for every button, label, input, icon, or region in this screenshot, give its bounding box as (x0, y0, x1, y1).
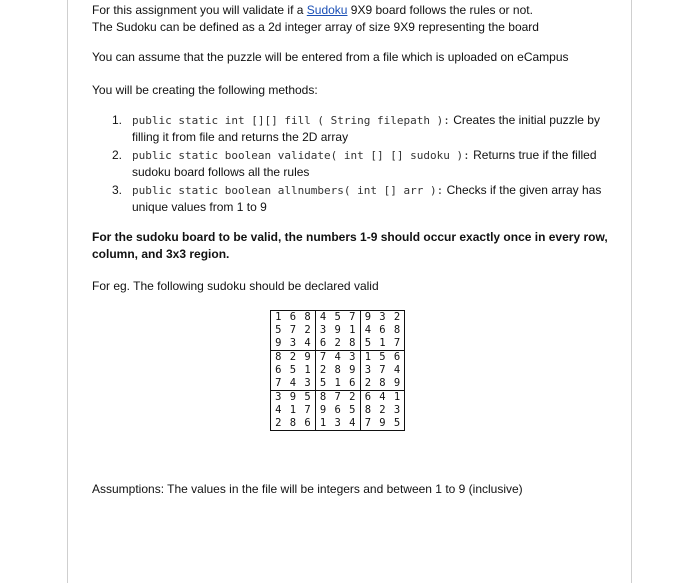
sudoku-cell: 2 (390, 311, 405, 325)
sudoku-cell: 1 (345, 324, 360, 337)
sudoku-cell: 6 (364, 391, 372, 403)
sudoku-cell: 2 (379, 404, 386, 416)
sudoku-row (271, 404, 405, 417)
method-item-allnumbers (112, 182, 612, 215)
example-intro: For eg. The following sudoku should be declared valid (92, 279, 379, 293)
sudoku-cell: 9 (271, 337, 286, 351)
sudoku-cell: 9 (319, 404, 327, 416)
sudoku-cell: 3 (390, 404, 405, 417)
method-number: 3. (112, 183, 123, 197)
sudoku-cell: 5 (315, 377, 330, 391)
sudoku-cell: 6 (300, 417, 315, 431)
sudoku-cell: 7 (289, 324, 297, 336)
sudoku-row (271, 351, 405, 365)
sudoku-cell: 8 (286, 417, 301, 431)
sudoku-cell: 6 (379, 324, 386, 336)
sudoku-cell: 6 (334, 404, 341, 416)
sudoku-cell: 8 (390, 324, 405, 337)
sudoku-cell: 1 (271, 311, 286, 325)
sudoku-cell: 6 (390, 351, 405, 365)
method-number: 2. (112, 148, 123, 162)
sudoku-row (271, 417, 405, 431)
sudoku-cell: 2 (300, 324, 315, 337)
method-signature: public static boolean allnumbers( int [] arr ): (132, 184, 444, 197)
sudoku-cell: 3 (271, 391, 286, 405)
sudoku-cell: 4 (300, 337, 315, 351)
sudoku-cell: 7 (379, 364, 386, 376)
sudoku-row (271, 337, 405, 351)
sudoku-cell: 3 (286, 337, 301, 351)
sudoku-cell: 7 (319, 351, 327, 363)
sudoku-cell: 4 (364, 324, 372, 336)
methods-list (112, 112, 612, 217)
sudoku-cell: 5 (289, 364, 297, 376)
sudoku-cell: 8 (345, 337, 360, 351)
intro-text-after-link: 9X9 board follows the rules or not. (347, 3, 533, 17)
sudoku-cell: 4 (390, 364, 405, 377)
sudoku-cell: 4 (315, 311, 330, 325)
sudoku-cell: 6 (286, 311, 301, 325)
sudoku-cell: 7 (334, 391, 341, 403)
sudoku-cell: 4 (334, 351, 341, 363)
sudoku-cell: 9 (300, 351, 315, 365)
validity-rule: For the sudoku board to be valid, the numbers 1-9 should occur exactly once in every row, column, and 3x3 region. (92, 230, 608, 261)
sudoku-cell: 8 (364, 404, 372, 416)
sudoku-cell: 1 (375, 337, 390, 351)
sudoku-cell: 5 (390, 417, 405, 431)
intro-paragraph (92, 2, 622, 36)
intro-line-1 (92, 2, 622, 19)
sudoku-cell: 7 (390, 337, 405, 351)
sudoku-cell: 2 (289, 351, 297, 363)
sudoku-cell: 1 (364, 351, 372, 363)
sudoku-grid (270, 310, 405, 431)
sudoku-cell: 2 (271, 417, 286, 431)
sudoku-cell: 5 (345, 404, 360, 417)
sudoku-link[interactable]: Sudoku (306, 3, 348, 17)
sudoku-cell: 4 (345, 417, 360, 431)
assumptions-note: Assumptions: The values in the file will be integers and between 1 to 9 (inclusive) (92, 482, 523, 496)
sudoku-cell: 3 (330, 417, 345, 431)
sudoku-cell: 1 (330, 377, 345, 391)
sudoku-cell: 1 (315, 417, 330, 431)
sudoku-row (271, 377, 405, 391)
sudoku-cell: 9 (345, 364, 360, 377)
sudoku-cell: 7 (345, 311, 360, 325)
page-border-right (631, 0, 632, 583)
method-description: Checks if the given array has unique values from 1 to 9 (132, 183, 602, 214)
sudoku-row (271, 364, 405, 377)
sudoku-cell: 7 (300, 404, 315, 417)
sudoku-cell: 4 (271, 404, 286, 417)
sudoku-cell: 5 (379, 351, 386, 363)
sudoku-cell: 1 (390, 391, 405, 405)
sudoku-cell: 3 (345, 351, 360, 365)
sudoku-cell: 2 (319, 364, 327, 376)
method-description: Returns true if the filled sudoku board follows all the rules (132, 148, 597, 179)
sudoku-cell: 1 (289, 404, 297, 416)
sudoku-row (271, 311, 405, 325)
sudoku-cell: 6 (271, 364, 286, 377)
method-number: 1. (112, 113, 123, 127)
sudoku-cell: 9 (390, 377, 405, 391)
sudoku-cell: 2 (330, 337, 345, 351)
sudoku-cell: 8 (319, 391, 327, 403)
sudoku-cell: 9 (375, 417, 390, 431)
upload-note: You can assume that the puzzle will be entered from a file which is uploaded on eCampus (92, 50, 569, 64)
methods-heading: You will be creating the following methods: (92, 83, 318, 97)
sudoku-cell: 6 (315, 337, 330, 351)
sudoku-row (271, 391, 405, 405)
sudoku-cell: 3 (319, 324, 327, 336)
sudoku-cell: 3 (375, 311, 390, 325)
method-item-fill (112, 112, 612, 145)
sudoku-cell: 3 (300, 377, 315, 391)
sudoku-cell: 4 (379, 391, 386, 403)
sudoku-cell: 2 (360, 377, 375, 391)
sudoku-cell: 8 (375, 377, 390, 391)
sudoku-cell: 8 (300, 311, 315, 325)
sudoku-cell: 9 (334, 324, 341, 336)
method-signature: public static int [][] fill ( String filepath ): (132, 114, 450, 127)
sudoku-cell: 8 (334, 364, 341, 376)
sudoku-cell: 8 (271, 351, 286, 365)
method-item-validate (112, 147, 612, 180)
sudoku-cell: 5 (360, 337, 375, 351)
method-description: Creates the initial puzzle by filling it from file and returns the 2D array (132, 113, 600, 144)
page-border-left (67, 0, 68, 583)
sudoku-cell: 2 (345, 391, 360, 405)
sudoku-cell: 9 (289, 391, 297, 403)
sudoku-cell: 7 (271, 377, 286, 391)
sudoku-cell: 3 (364, 364, 372, 376)
sudoku-cell: 5 (271, 324, 286, 337)
sudoku-cell: 9 (360, 311, 375, 325)
sudoku-cell: 6 (345, 377, 360, 391)
sudoku-cell: 5 (300, 391, 315, 405)
sudoku-cell: 4 (286, 377, 301, 391)
intro-line-2: The Sudoku can be defined as a 2d integer array of size 9X9 representing the board (92, 20, 539, 34)
method-signature: public static boolean validate( int [] [] sudoku ): (132, 149, 470, 162)
sudoku-cell: 5 (330, 311, 345, 325)
sudoku-cell: 7 (360, 417, 375, 431)
intro-text-before-link: For this assignment you will validate if a (92, 3, 307, 17)
sudoku-cell: 1 (300, 364, 315, 377)
sudoku-row (271, 324, 405, 337)
